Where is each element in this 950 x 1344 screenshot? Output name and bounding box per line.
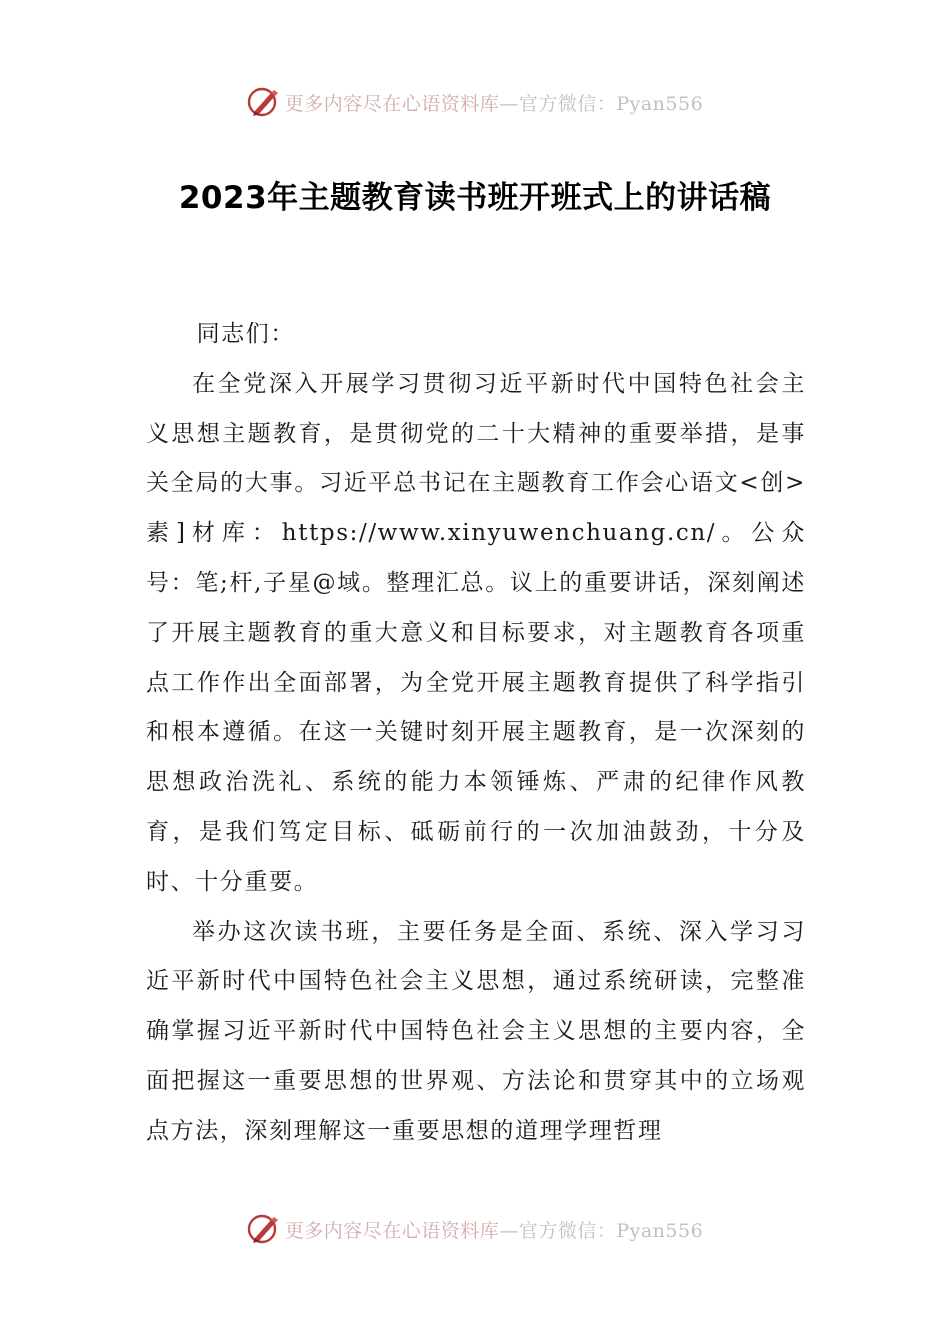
paragraph-1: 在全党深入开展学习贯彻习近平新时代中国特色社会主义思想主题教育，是贯彻党的二十大精神的重要举措，是事关全局的大事。习近平总书记在主题教育工作会心语文<创>素]材库：https://www.xinyuwenchuang.cn/。公众号：笔;杆,子星@域。整理汇总。议上的重要讲话，深刻阐述了开展主题教育的重大意义和目标要求，对主题教育各项重点工作作出全面部署，为全党开展主题教育提供了科学指引和根本遵循。在这一关键时刻开展主题教育，是一次深刻的思想政治洗礼、系统的能力本领锤炼、严肃的纪律作风教育，是我们笃定目标、砥砺前行的一次加油鼓劲，十分及时、十分重要。 bbox=[146, 370, 806, 895]
document-title: 2023年主题教育读书班开班式上的讲话稿 bbox=[178, 180, 772, 216]
banner-dash: — bbox=[499, 1219, 519, 1242]
banner-wechat-id: Pyan556 bbox=[616, 92, 704, 115]
banner-official: 官方微信： bbox=[518, 1219, 617, 1242]
footer-banner bbox=[0, 1209, 950, 1249]
pen-logo-icon bbox=[247, 1212, 281, 1246]
banner-text bbox=[285, 89, 703, 116]
paragraph-2: 举办这次读书班，主要任务是全面、系统、深入学习习近平新时代中国特色社会主义思想，通过系统研读，完整准确掌握习近平新时代中国特色社会主义思想的主要内容，全面把握这一重要思想的世界观、方法论和贯穿其中的立场观点方法，深刻理解这一重要思想的道理学理哲理 bbox=[146, 918, 806, 1144]
banner-brand: 更多内容尽在心语资料库 bbox=[284, 92, 500, 115]
pen-logo-icon bbox=[247, 85, 281, 119]
banner-text bbox=[285, 1216, 703, 1243]
banner-wechat-id: Pyan556 bbox=[616, 1219, 704, 1242]
salutation: 同志们： bbox=[196, 321, 295, 347]
header-banner bbox=[0, 82, 950, 122]
document-body bbox=[146, 310, 806, 1157]
banner-brand: 更多内容尽在心语资料库 bbox=[284, 1219, 500, 1242]
banner-dash: — bbox=[499, 92, 519, 115]
banner-official: 官方微信： bbox=[518, 92, 617, 115]
